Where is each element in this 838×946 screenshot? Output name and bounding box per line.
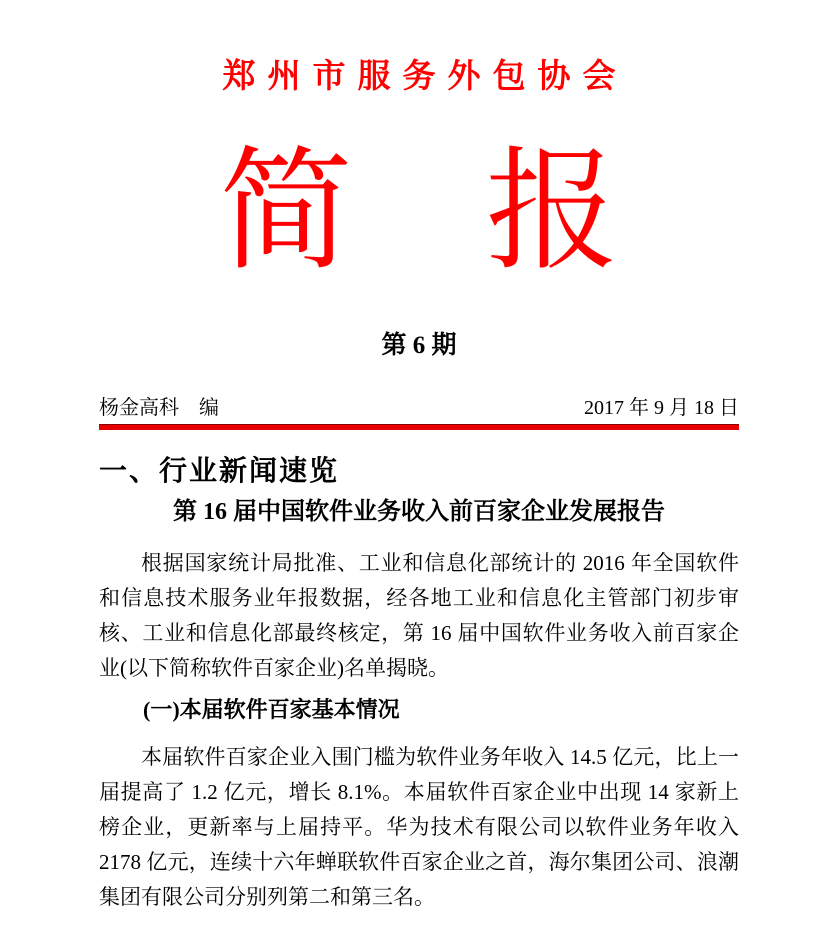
paragraph-details: 本届软件百家企业入围门槛为软件业务年收入 14.5 亿元，比上一届提高了 1.2 亿元，增长 8.1%。本届软件百家企业中出现 14 家新上榜企业，更新率与上届持平。华为技术有限公司以软件业务年收入 2178 亿元，连续十六年蝉联软件百家企业之首，海尔集团公司、浪潮集团有限公司分别列第二和第三名。 — [99, 744, 739, 909]
paragraph-intro: 根据国家统计局批准、工业和信息化部统计的 2016 年全国软件和信息技术服务业年报数据，经各地工业和信息化主管部门初步审核、工业和信息化部最终核定，第 16 届中国软件业务收入前百家企业(以下简称软件百家企业)名单揭晓。 — [99, 550, 739, 680]
organization-title: 郑州市服务外包协会 — [222, 59, 628, 95]
masthead-divider-rule — [99, 424, 739, 430]
page-content — [99, 56, 739, 915]
publication-date: 2017 年 9 月 18 日 — [584, 396, 739, 419]
issue-number: 第 6 期 — [381, 331, 457, 359]
subsection-heading-basic-situation: (一)本届软件百家基本情况 — [143, 696, 400, 722]
meta-row — [99, 395, 739, 421]
editor-credit: 杨金高科 编 — [99, 396, 219, 419]
masthead-title: 简 报 — [219, 138, 619, 286]
section-heading-industry-news: 一、行业新闻速览 — [99, 454, 340, 486]
article-title: 第 16 届中国软件业务收入前百家企业发展报告 — [173, 498, 665, 525]
